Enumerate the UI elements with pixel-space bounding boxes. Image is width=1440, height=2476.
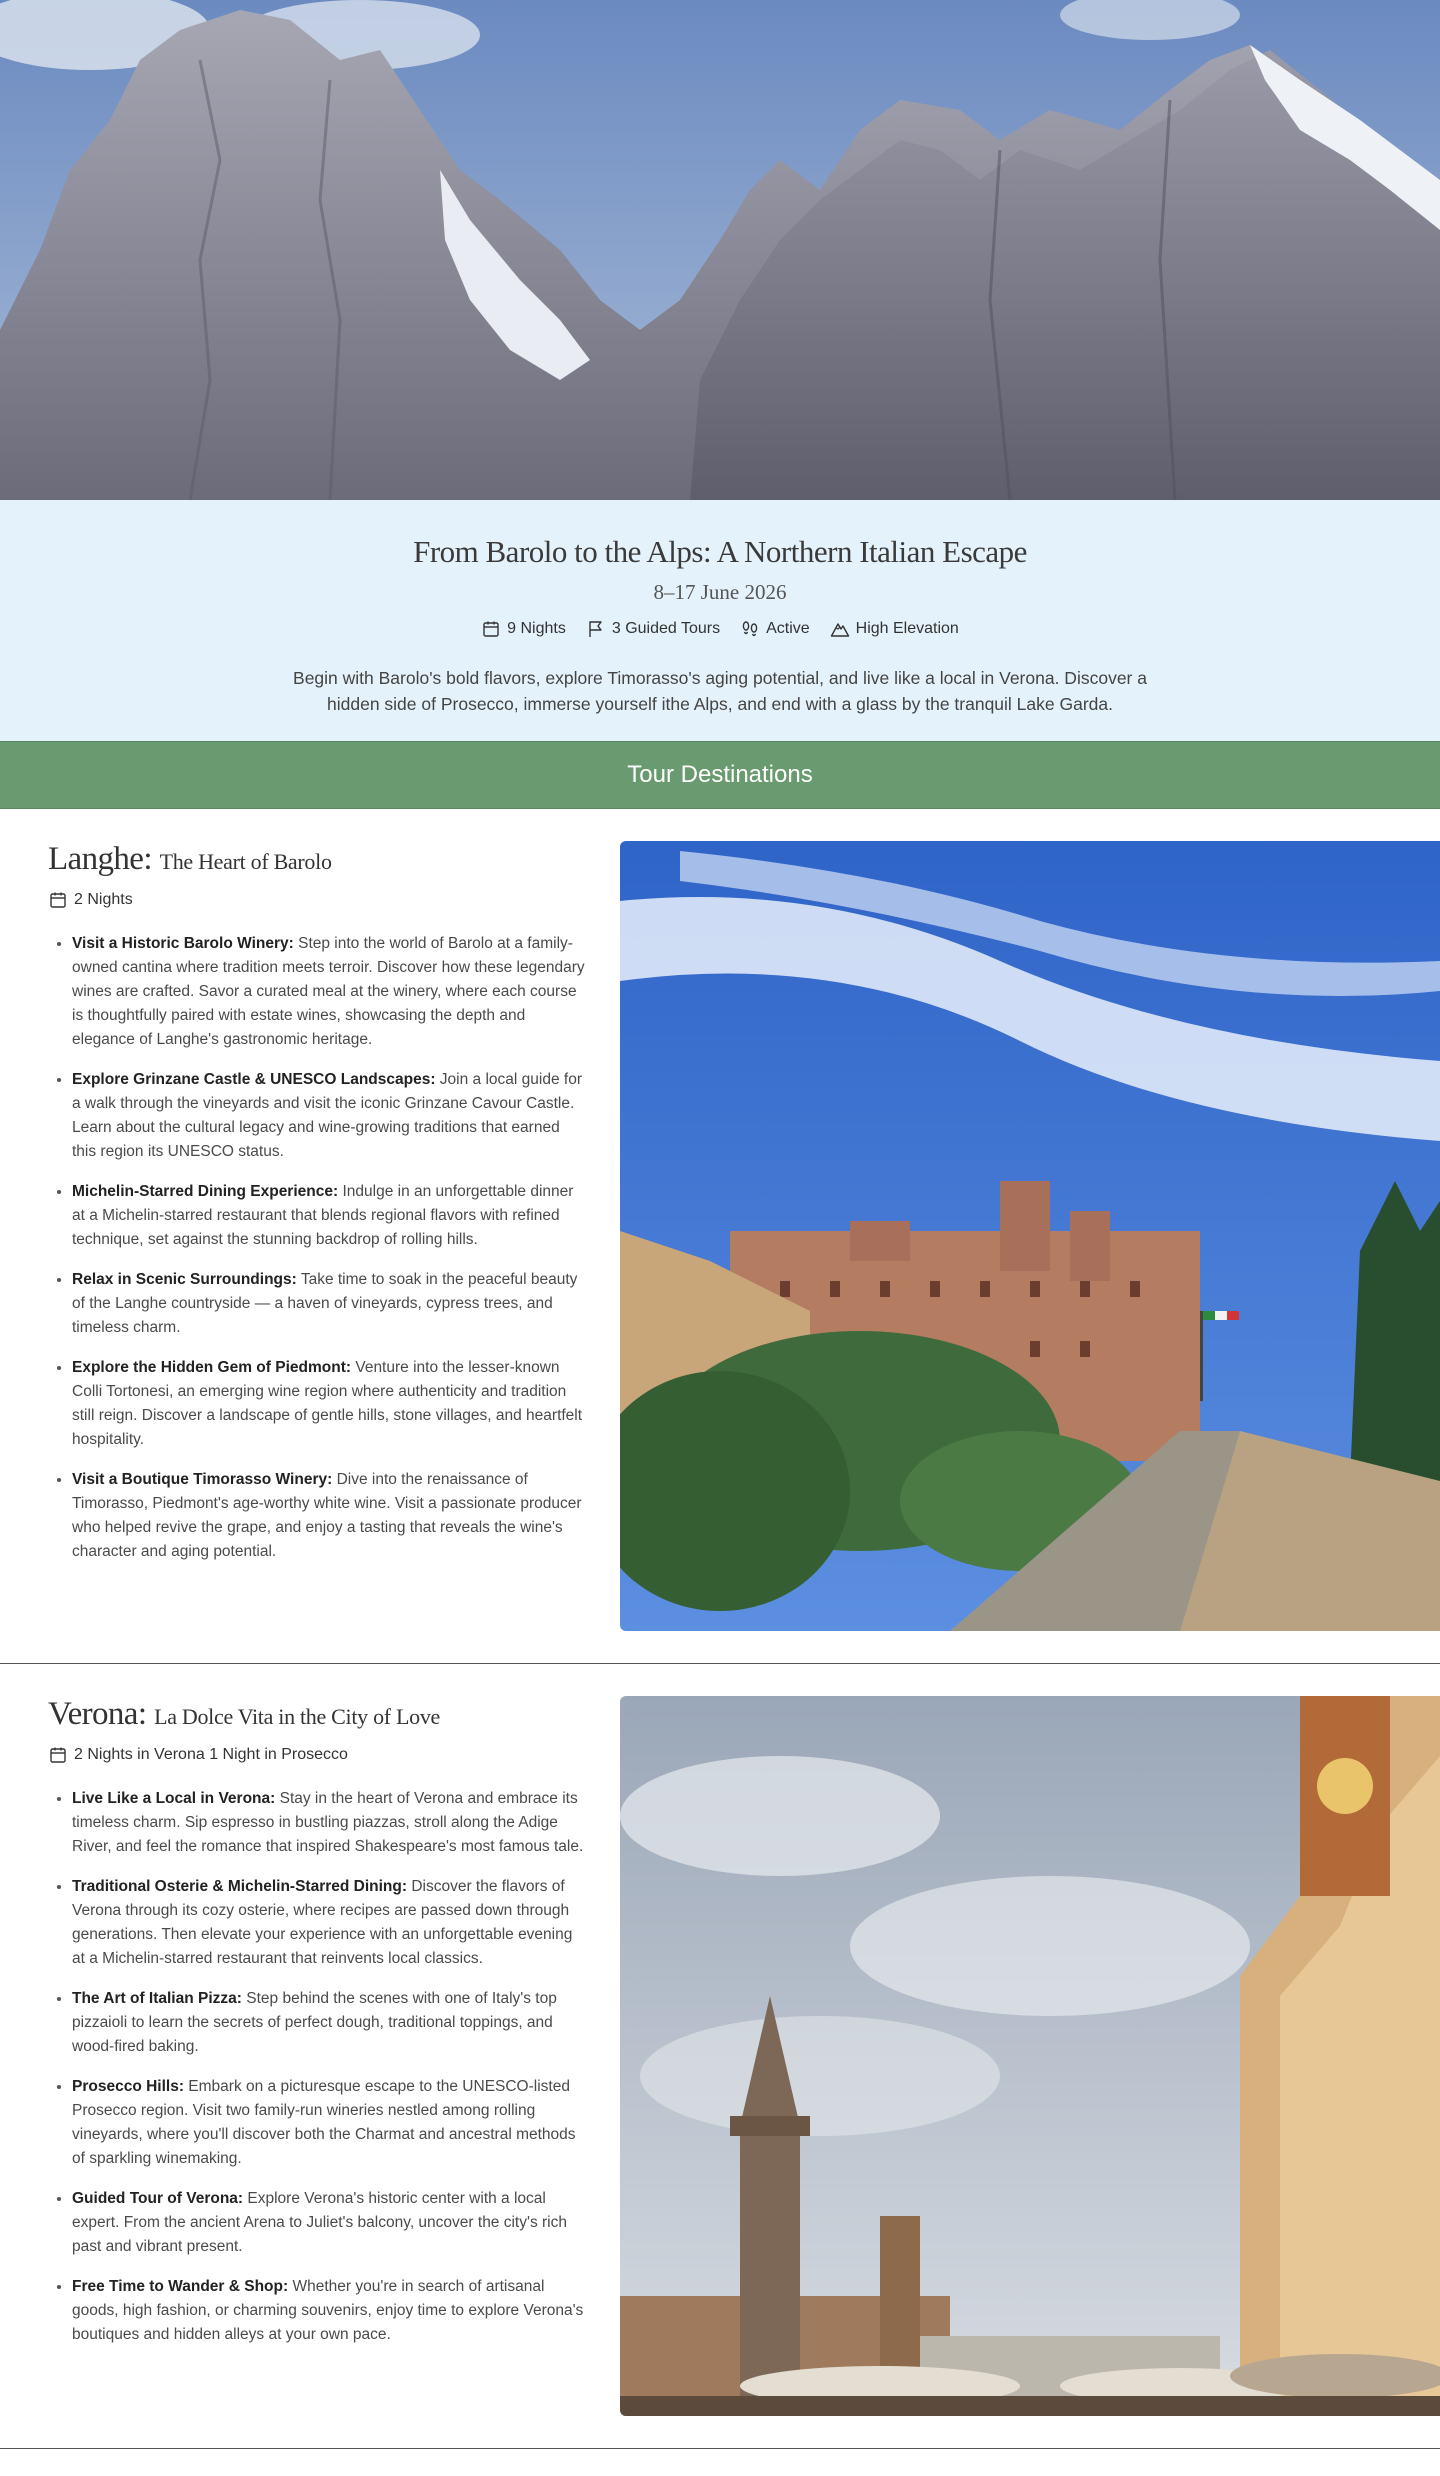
destination-nights — [48, 1745, 588, 1765]
meta-tours-label: 3 Guided Tours — [611, 620, 721, 637]
destination-title — [48, 841, 588, 878]
item-text: Explore Verona's historic center with a local expert. From the ancient Arena to Juliet's balcony, uncover the city's rich past and vibrant present. — [72, 2190, 567, 2255]
section-header — [0, 741, 1440, 809]
meta-elevation-label: High Elevation — [855, 620, 959, 637]
list-item — [48, 1356, 588, 1452]
destination-text — [48, 1696, 588, 2416]
item-title: Live Like a Local in Verona: — [72, 1790, 276, 1807]
item-title: Explore Grinzane Castle & UNESCO Landscapes: — [72, 1071, 436, 1088]
item-text: Indulge in an unforgettable dinner at a Michelin-starred restaurant that blends regional flavors with refined technique, set against the stunning backdrop of rolling hills. — [72, 1183, 574, 1248]
list-item — [48, 1468, 588, 1564]
list-item — [48, 1987, 588, 2059]
item-title: Visit a Boutique Timorasso Winery: — [72, 1471, 333, 1488]
tour-intro — [0, 500, 1440, 741]
hero-image — [0, 0, 1440, 500]
list-item — [48, 1068, 588, 1164]
footprints-icon — [740, 619, 760, 639]
destination-langhe — [0, 809, 1440, 1664]
item-text: Join a local guide for a walk through the vineyards and visit the iconic Grinzane Cavour Castle. Learn about the cultural legacy and wine-growing traditions that earned this region its UNESCO status. — [72, 1071, 582, 1160]
meta-activity-label: Active — [766, 620, 810, 637]
meta-nights — [481, 619, 566, 639]
item-text: Stay in the heart of Verona and embrace its timeless charm. Sip espresso in bustling piazzas, stroll along the Adige River, and feel the romance that inspired Shakespeare's most famous tale. — [72, 1790, 584, 1855]
list-item — [48, 1875, 588, 1971]
list-item — [48, 2187, 588, 2259]
destination-nights-label: 2 Nights — [74, 891, 133, 908]
item-title: The Art of Italian Pizza: — [72, 1990, 242, 2007]
tour-dates: 8–17 June 2026 — [653, 580, 787, 604]
tour-meta — [0, 619, 1440, 639]
list-item — [48, 2075, 588, 2171]
destination-subtitle: The Heart of Barolo — [159, 849, 332, 874]
tour-description: Begin with Barolo's bold flavors, explore Timorasso's aging potential, and live like a local in Verona. Discover a hidden side of Prosecco, immerse yourself ithe Alps, and end with a glass by the tranquil Lake Garda. — [293, 668, 1147, 714]
item-title: Visit a Historic Barolo Winery: — [72, 935, 294, 952]
list-item — [48, 1180, 588, 1252]
list-item — [48, 2275, 588, 2347]
activity-list — [48, 1787, 588, 2347]
meta-tours — [586, 619, 720, 639]
calendar-icon — [48, 890, 68, 910]
list-item — [48, 1787, 588, 1859]
destination-title — [48, 1696, 588, 1733]
item-title: Guided Tour of Verona: — [72, 2190, 244, 2207]
meta-elevation — [830, 619, 959, 639]
item-text: Dive into the renaissance of Timorasso, Piedmont's age-worthy white wine. Visit a passionate producer who helped revive the grape, and enjoy a tasting that reveals the wine's character and aging potential. — [72, 1471, 582, 1560]
item-title: Explore the Hidden Gem of Piedmont: — [72, 1359, 352, 1376]
destination-photo-castle — [620, 841, 1440, 1631]
item-title: Traditional Osterie & Michelin-Starred Dining: — [72, 1878, 408, 1895]
mountain-icon — [830, 619, 850, 639]
flag-icon — [586, 619, 606, 639]
destination-verona — [0, 1664, 1440, 2449]
calendar-icon — [48, 1745, 68, 1765]
destination-name: Verona: — [48, 1696, 147, 1732]
activity-list — [48, 932, 588, 1564]
destination-nights-label: 2 Nights in Verona 1 Night in Prosecco — [74, 1746, 348, 1763]
item-text: Take time to soak in the peaceful beauty of the Langhe countryside — a haven of vineyards, cypress trees, and timeless charm. — [72, 1271, 578, 1336]
meta-activity — [740, 619, 810, 639]
section-header-title: Tour Destinations — [627, 761, 813, 788]
mountain-illustration — [0, 0, 1440, 500]
tour-title: From Barolo to the Alps: A Northern Italian Escape — [413, 534, 1027, 569]
item-text: Whether you're in search of artisanal goods, high fashion, or charming souvenirs, enjoy time to explore Verona's boutiques and hidden alleys at your own pace. — [72, 2278, 584, 2343]
item-text: Venture into the lesser-known Colli Tortonesi, an emerging wine region where authenticity and tradition still reign. Discover a landscape of gentle hills, stone villages, and heartfelt hospitality. — [72, 1359, 583, 1448]
destination-photo-piazza — [620, 1696, 1440, 2416]
item-text: Embark on a picturesque escape to the UNESCO-listed Prosecco region. Visit two family-run wineries nestled among rolling vineyards, where you'll discover both the Charmat and ancestral methods of sparkling winemaking. — [72, 2078, 576, 2167]
item-title: Free Time to Wander & Shop: — [72, 2278, 289, 2295]
item-title: Relax in Scenic Surroundings: — [72, 1271, 297, 1288]
item-text: Discover the flavors of Verona through its cozy osterie, where recipes are passed down through generations. Then elevate your experience with an unforgettable evening at a Michelin-starred restaurant that reinvents local classics. — [72, 1878, 573, 1967]
calendar-icon — [481, 619, 501, 639]
list-item — [48, 932, 588, 1052]
item-text: Step into the world of Barolo at a family-owned cantina where tradition meets terroir. Discover how these legendary wines are crafted. Savor a curated meal at the winery, where each course is thoughtfully paired with estate wines, showcasing the depth and elegance of Langhe's gastronomic heritage. — [72, 935, 585, 1048]
destination-subtitle: La Dolce Vita in the City of Love — [154, 1704, 441, 1729]
item-title: Prosecco Hills: — [72, 2078, 184, 2095]
item-title: Michelin-Starred Dining Experience: — [72, 1183, 339, 1200]
item-text: Step behind the scenes with one of Italy's top pizzaioli to learn the secrets of perfect dough, traditional toppings, and wood-fired baking. — [72, 1990, 557, 2055]
list-item — [48, 1268, 588, 1340]
meta-nights-label: 9 Nights — [507, 620, 566, 637]
castle-illustration — [620, 841, 1440, 1631]
destination-nights — [48, 890, 588, 910]
destination-text — [48, 841, 588, 1631]
destination-name: Langhe: — [48, 841, 152, 877]
piazza-illustration — [620, 1696, 1440, 2416]
